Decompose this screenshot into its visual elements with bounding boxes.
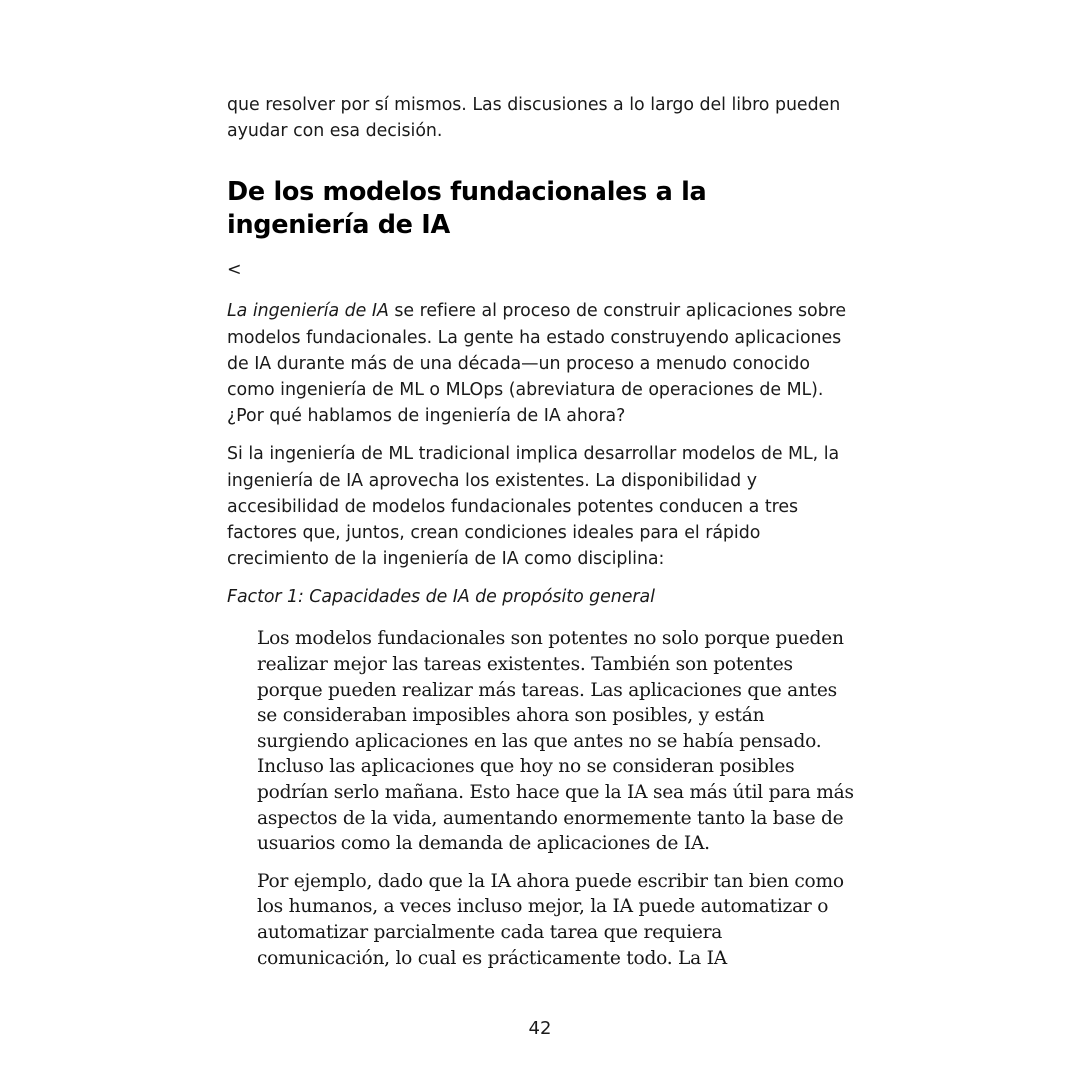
page-content	[227, 92, 859, 971]
spacer-after-heading	[227, 242, 859, 258]
intro-paragraph: que resolver por sí mismos. Las discusiones a lo largo del libro pueden ayudar con esa decisión.	[227, 95, 841, 142]
spacer-before-heading	[227, 144, 859, 176]
page-title: De los modelos fundacionales a la ingeniería de IA	[227, 177, 707, 241]
spacer-before-context	[227, 429, 859, 441]
context-paragraph: Si la ingeniería de ML tradicional implica desarrollar modelos de ML, la ingeniería de IA aprovecha los existentes. La disponibilidad y accesibilidad de modelos fundacionales potentes conducen a tres factores que, juntos, crean condiciones ideales para el rápido crecimiento de la ingeniería de IA como disciplina:	[227, 444, 840, 570]
definition-paragraph	[227, 298, 859, 429]
factor-label: Factor 1: Capacidades de IA de propósito general	[227, 587, 655, 608]
spacer-before-quote	[227, 610, 859, 626]
spacer-before-factor	[227, 572, 859, 584]
quote-paragraph-1: Los modelos fundacionales son potentes no solo porque pueden realizar mejor las tareas existentes. También son potentes porque pueden realizar más tareas. Las aplicaciones que antes se consideraban imposibles ahora son posibles, y están surgiendo aplicaciones en las que antes no se había pensado. Incluso las aplicaciones que hoy no se consideran posibles podrían serlo mañana. Esto hace que la IA sea más útil para más aspectos de la vida, aumentando enormemente tanto la base de usuarios como la demanda de aplicaciones de IA.	[257, 628, 854, 855]
stray-marker-glyph: <	[227, 260, 242, 281]
definition-term: La ingeniería de IA	[227, 301, 389, 322]
definition-body: se refiere al proceso de construir aplicaciones sobre modelos fundacionales. La gente ha estado construyendo aplicaciones de IA durante más de una década—un proceso a menudo conocido como ingeniería de ML o MLOps (abreviatura de operaciones de ML). ¿Por qué hablamos de ingeniería de IA ahora?	[227, 301, 846, 427]
spacer-between-quotes	[257, 857, 859, 869]
page-number: 42	[528, 1018, 552, 1039]
spacer-after-marker	[227, 282, 859, 298]
quote-paragraph-2: Por ejemplo, dado que la IA ahora puede escribir tan bien como los humanos, a veces incluso mejor, la IA puede automatizar o automatizar parcialmente cada tarea que requiera comunicación, lo cual es prácticamente todo. La IA	[257, 870, 844, 969]
blockquote	[227, 626, 859, 971]
